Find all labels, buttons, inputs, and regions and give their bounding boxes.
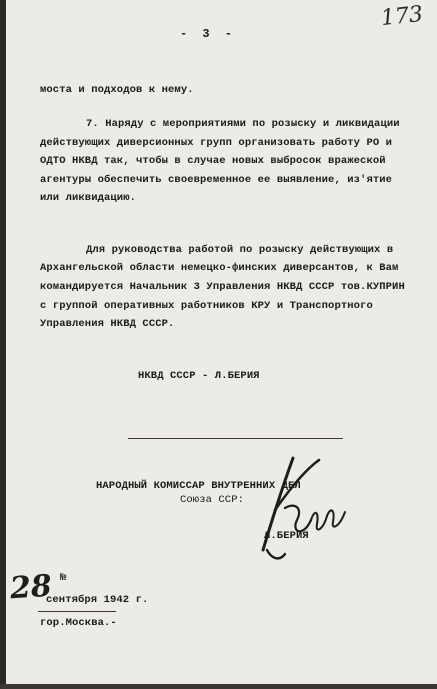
- body-line: или ликвидацию.: [40, 192, 137, 204]
- body-line: агентуры обеспечить своевременное ее выявление, из'ятие: [40, 174, 393, 186]
- scan-edge-left: [0, 0, 6, 689]
- signed-by-line: НКВД СССР - Л.БЕРИЯ: [138, 370, 260, 382]
- body-line: ОДТО НКВД так, чтобы в случае новых выбросок вражеской: [40, 155, 386, 167]
- document-number-label: №: [60, 572, 67, 584]
- document-place: гор.Москва.-: [40, 617, 117, 629]
- page-number: - 3 -: [180, 27, 237, 41]
- document-date: сентября 1942 г.: [46, 594, 149, 606]
- divider-line: [128, 438, 343, 439]
- body-line: Архангельской области немецко-финских диверсантов, к Вам: [40, 262, 399, 274]
- scan-edge-bottom: [0, 684, 437, 689]
- handwritten-signature: [245, 450, 350, 570]
- body-line: действующих диверсионных групп организовать работу РО и: [40, 137, 393, 149]
- body-line: с группой оперативных работников КРУ и Транспортного: [40, 300, 373, 312]
- signatory-name: Л.БЕРИЯ: [264, 530, 309, 542]
- body-line: Для руководства работой по розыску действующих в: [86, 244, 394, 256]
- body-line: Управления НКВД СССР.: [40, 318, 175, 330]
- body-line: 7. Наряду с мероприятиями по розыску и ликвидации: [86, 118, 400, 130]
- body-line: моста и подходов к нему.: [40, 84, 194, 96]
- body-line: командируется Начальник 3 Управления НКВД СССР тов.КУПРИН: [40, 281, 405, 293]
- signatory-title-country: Союза ССР:: [180, 494, 245, 506]
- handwritten-date-day: 28: [8, 568, 53, 607]
- date-underline: [38, 611, 116, 612]
- handwritten-folio-number: 173: [379, 1, 425, 32]
- signatory-title: НАРОДНЫЙ КОМИССАР ВНУТРЕННИХ ДЕЛ: [96, 480, 301, 492]
